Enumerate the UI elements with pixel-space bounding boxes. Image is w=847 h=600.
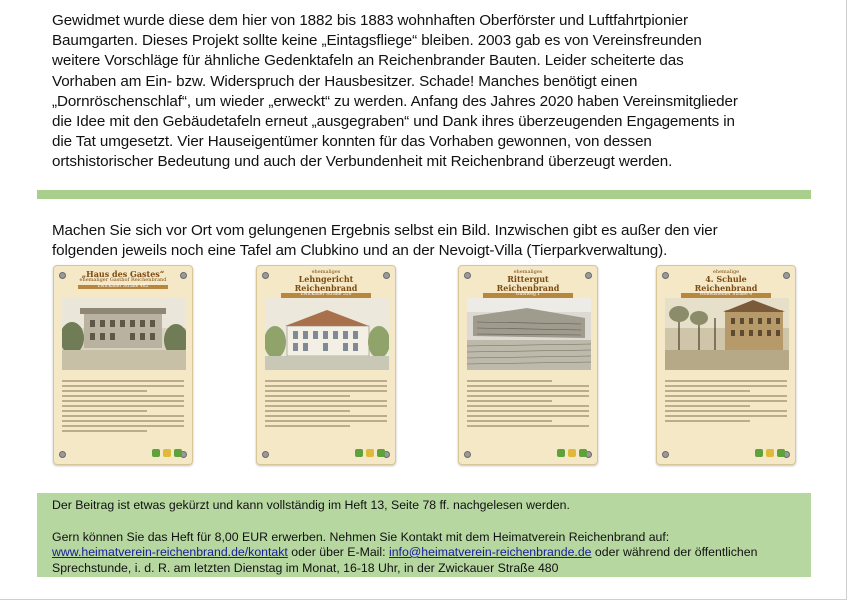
memorial-boards bbox=[37, 262, 811, 490]
board-rittergut bbox=[458, 265, 598, 465]
note-contact bbox=[52, 545, 796, 561]
board-prefix: ehemalige bbox=[712, 269, 740, 275]
historic-drawing bbox=[265, 298, 389, 370]
contact-link[interactable]: www.heimatverein-reichenbrand.de/kontakt bbox=[52, 545, 288, 559]
visit-paragraph bbox=[52, 221, 797, 261]
intro-paragraph bbox=[52, 11, 797, 173]
note-abridged: Der Beitrag ist etwas gekürzt und kann vollständig im Heft 13, Seite 78 ff. nachgelesen werden. bbox=[52, 498, 570, 512]
board-text bbox=[665, 380, 787, 425]
intro-line: Baumgarten. Dieses Projekt sollte keine „Eintagsfliege“ bleiben. 2003 gab es von Vereinsfreunden bbox=[52, 32, 702, 50]
board-prefix: ehemaliges bbox=[311, 269, 341, 275]
intro-line: die Tat umgesetzt. Vier Hauseigentümer konnten für das Vorhaben gewonnen, von dessen bbox=[52, 133, 652, 151]
note-contact-tail: oder während der öffentlichen bbox=[591, 545, 758, 559]
board-text bbox=[467, 380, 589, 430]
board-lehngericht bbox=[256, 265, 396, 465]
note-office-hours: Sprechstunde, i. d. R. am letzten Dienstag im Monat, 16-18 Uhr, in der Zwickauer Straße 480 bbox=[52, 560, 559, 575]
board-subtitle: ehemaliger Gasthof Reichenbrand bbox=[79, 277, 167, 284]
board-schule bbox=[656, 265, 796, 465]
screw-icon bbox=[180, 272, 187, 279]
note-contact-mid: oder über E-Mail: bbox=[287, 545, 389, 559]
board-prefix: ehemaliges bbox=[513, 269, 543, 275]
board-logos bbox=[64, 449, 182, 457]
visit-line: folgenden jeweils noch eine Tafel am Clubkino und an der Nevoigt-Villa (Tierparkverwaltung). bbox=[52, 242, 668, 260]
board-street: Zwickauer Straße 520 bbox=[281, 293, 371, 298]
historic-photo bbox=[62, 298, 186, 370]
intro-line: „Dornröschenschlaf“, um wieder „erweckt“ zu werden. Anfang des Jahres 2020 haben Vereinsmitglieder bbox=[52, 92, 738, 110]
email-link[interactable]: info@heimatverein-reichenbrande.de bbox=[388, 545, 592, 559]
screw-icon bbox=[662, 272, 669, 279]
board-title bbox=[477, 270, 579, 298]
board-text bbox=[62, 380, 184, 435]
screw-icon bbox=[383, 272, 390, 279]
board-haus-des-gastes bbox=[53, 265, 193, 465]
screw-icon bbox=[585, 272, 592, 279]
board-street: Gutsweg 1 bbox=[483, 293, 573, 298]
screw-icon bbox=[262, 272, 269, 279]
board-title bbox=[72, 270, 174, 289]
intro-line: die Idee mit den Gebäudetafeln erneut „ausgegraben“ und Dank ihres überzeugenden Engagements in bbox=[52, 113, 735, 131]
board-logos bbox=[667, 449, 785, 457]
board-name: 4. Schule Reichenbrand bbox=[694, 274, 758, 293]
screw-icon bbox=[783, 272, 790, 279]
intro-line: weitere Vorschläge für ähnliche Gedenktafeln an Reichenbrander Bauten. Leider scheiterte das bbox=[52, 52, 684, 70]
historic-engraving bbox=[467, 298, 591, 370]
intro-line: ortshistorischer Bedeutung und auch der Verbundenheit mit Reichenbrand überzeugt werden. bbox=[52, 153, 673, 171]
info-box bbox=[37, 493, 811, 577]
board-name: Rittergut Reichenbrand bbox=[496, 274, 560, 293]
note-order: Gern können Sie das Heft für 8,00 EUR erwerben. Nehmen Sie Kontakt mit dem Heimatverein Reichenbrand auf: bbox=[52, 529, 670, 544]
intro-line: Gewidmet wurde diese dem hier von 1882 bis 1883 wohnhaften Oberförster und Luftfahrtpionier bbox=[52, 12, 688, 29]
historic-postcard bbox=[665, 298, 789, 370]
board-logos bbox=[267, 449, 385, 457]
board-street: Zwickauer Straße 482 bbox=[78, 285, 168, 290]
visit-line: Machen Sie sich vor Ort vom gelungenen Ergebnis selbst ein Bild. Inzwischen gibt es außer den vier bbox=[52, 222, 718, 239]
board-name: Lehngericht Reichenbrand bbox=[294, 274, 358, 293]
board-street: Hohensteiner Straße 4 bbox=[681, 293, 771, 298]
board-name: „Haus des Gastes“ bbox=[81, 269, 165, 279]
green-divider bbox=[37, 190, 811, 199]
screw-icon bbox=[464, 272, 471, 279]
board-title bbox=[275, 270, 377, 298]
intro-line: Vorhaben am Ein- bzw. Widerspruch der Hausbesitzer. Schade! Manches benötigt einen bbox=[52, 72, 638, 90]
screw-icon bbox=[59, 272, 66, 279]
board-text bbox=[265, 380, 387, 430]
board-title bbox=[675, 270, 777, 298]
board-logos bbox=[469, 449, 587, 457]
